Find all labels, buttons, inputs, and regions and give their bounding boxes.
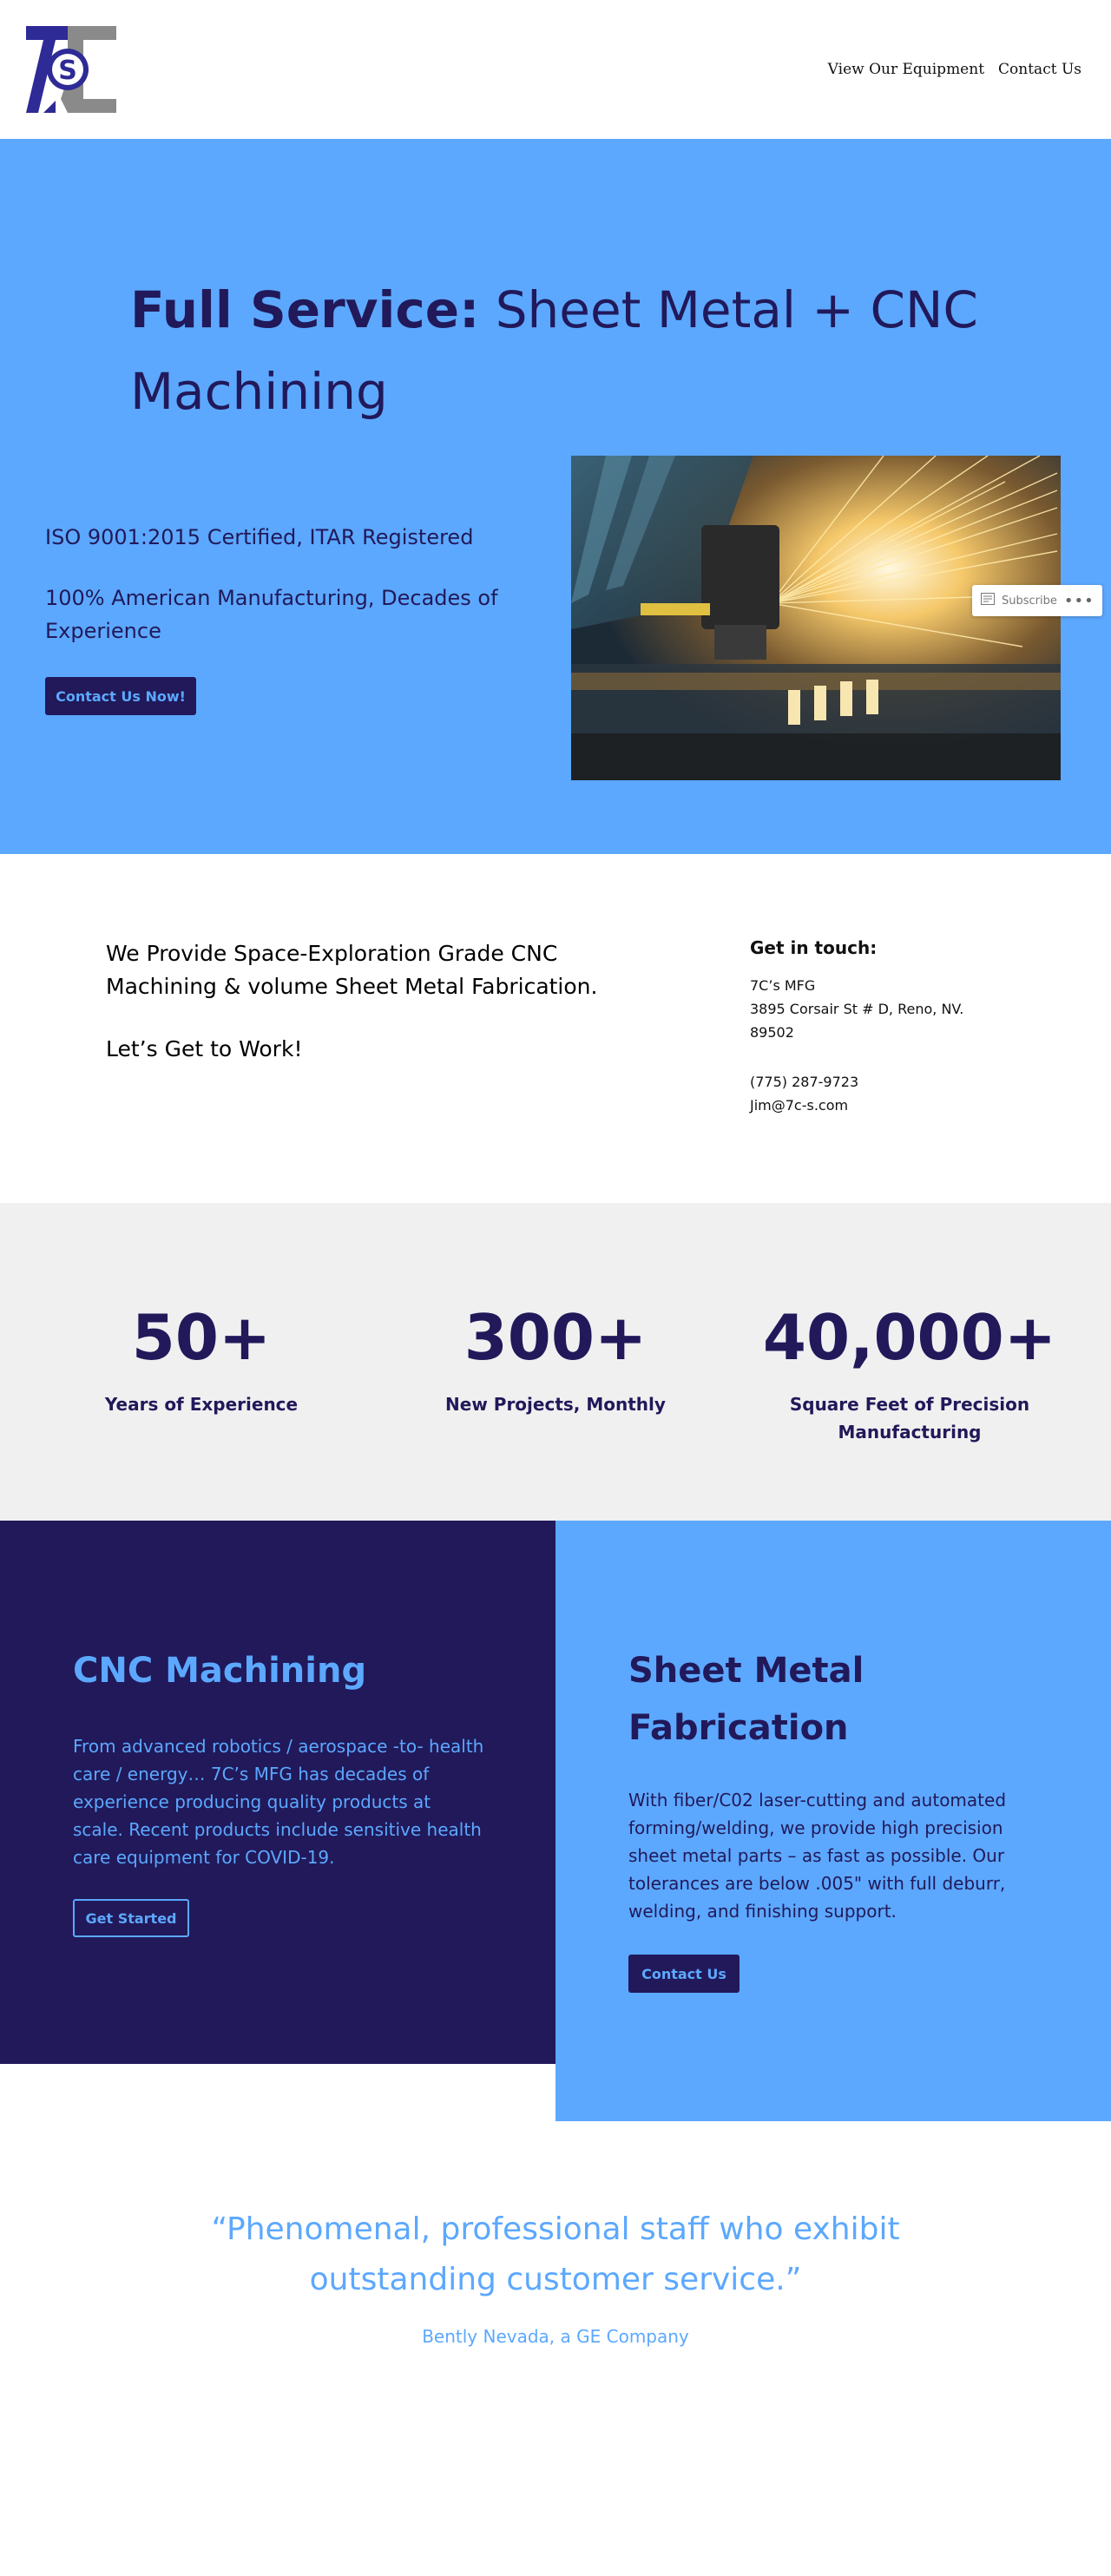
nav-contact-us[interactable]: Contact Us: [998, 61, 1081, 78]
nav-view-equipment[interactable]: View Our Equipment: [827, 61, 985, 78]
cnc-machining-panel: [0, 1521, 556, 2064]
stat-label: Square Feet of Precision Manufacturing: [789, 1394, 1030, 1442]
site-header: [0, 0, 1111, 139]
contact-us-button[interactable]: Contact Us: [628, 1955, 740, 1993]
hero-title-rest: Sheet Metal + CNC Machining: [130, 280, 978, 421]
subscribe-widget[interactable]: [972, 585, 1102, 616]
contact-address: 3895 Corsair St # D, Reno, NV. 89502: [750, 1001, 964, 1041]
cnc-title: CNC Machining: [73, 1651, 367, 1691]
sheet-metal-panel: [556, 1521, 1111, 2121]
get-started-button[interactable]: Get Started: [73, 1899, 189, 1937]
stat-projects: [382, 1298, 729, 1418]
hero-title-strong: Full Service:: [130, 280, 480, 339]
stat-value: 300+: [463, 1301, 648, 1374]
contact-company: 7C’s MFG: [750, 977, 816, 994]
contact-heading: Get in touch:: [750, 937, 878, 958]
laser-cutting-image: [571, 456, 1061, 780]
logo-7c-mark: [26, 26, 116, 113]
hero-american-manufacturing: 100% American Manufacturing, Decades of Experience: [45, 586, 498, 643]
intro-paragraph-2: Let’s Get to Work!: [106, 1036, 303, 1061]
stat-experience: [28, 1298, 375, 1418]
subscribe-label[interactable]: Subscribe: [1002, 594, 1057, 608]
stat-label: New Projects, Monthly: [445, 1394, 666, 1415]
reader-icon: [981, 593, 995, 608]
testimonial-quote: “Phenomenal, professional staff who exhibit outstanding customer service.”: [211, 2211, 900, 2297]
site-logo[interactable]: [26, 26, 116, 113]
hero-title: [130, 269, 998, 432]
svg-text:S: S: [58, 56, 77, 86]
testimonial-section: [0, 2121, 1111, 2576]
stat-square-feet: [736, 1298, 1083, 1446]
stat-value: 50+: [131, 1301, 272, 1374]
contact-email[interactable]: Jim@7c-s.com: [750, 1097, 849, 1114]
hero-certification: ISO 9001:2015 Certified, ITAR Registered: [45, 525, 474, 549]
stats-section: [0, 1203, 1111, 1521]
intro-text: [106, 937, 609, 1066]
cnc-description: From advanced robotics / aerospace -to- health care / energy… 7C’s MFG has decades of experience producing quality products at scale. Recent products include sensitive health care equipment for COVID-19.: [73, 1736, 484, 1868]
contact-us-now-button[interactable]: Contact Us Now!: [45, 677, 196, 715]
contact-info: [750, 937, 1010, 1117]
testimonial-cite: Bently Nevada, a GE Company: [422, 2326, 689, 2347]
more-options-icon[interactable]: •••: [1063, 591, 1095, 610]
stat-value: 40,000+: [762, 1301, 1057, 1374]
services-section: [0, 1521, 1111, 2121]
sheet-metal-description: With fiber/C02 laser-cutting and automated forming/welding, we provide high precision sheet metal parts – as fast as possible. Our tolerances are below .005" with full deburr, welding, and finishing support.: [628, 1790, 1007, 1922]
intro-paragraph-1: We Provide Space-Exploration Grade CNC Machining & volume Sheet Metal Fabrication.: [106, 941, 598, 999]
contact-phone[interactable]: (775) 287-9723: [750, 1074, 859, 1090]
laser-sparks-illustration: [571, 456, 1061, 780]
intro-section: [0, 854, 1111, 1203]
sheet-metal-title: Sheet Metal Fabrication: [628, 1651, 864, 1748]
main-nav: [828, 61, 1081, 78]
stat-label: Years of Experience: [104, 1394, 299, 1415]
hero-section: [0, 139, 1111, 854]
